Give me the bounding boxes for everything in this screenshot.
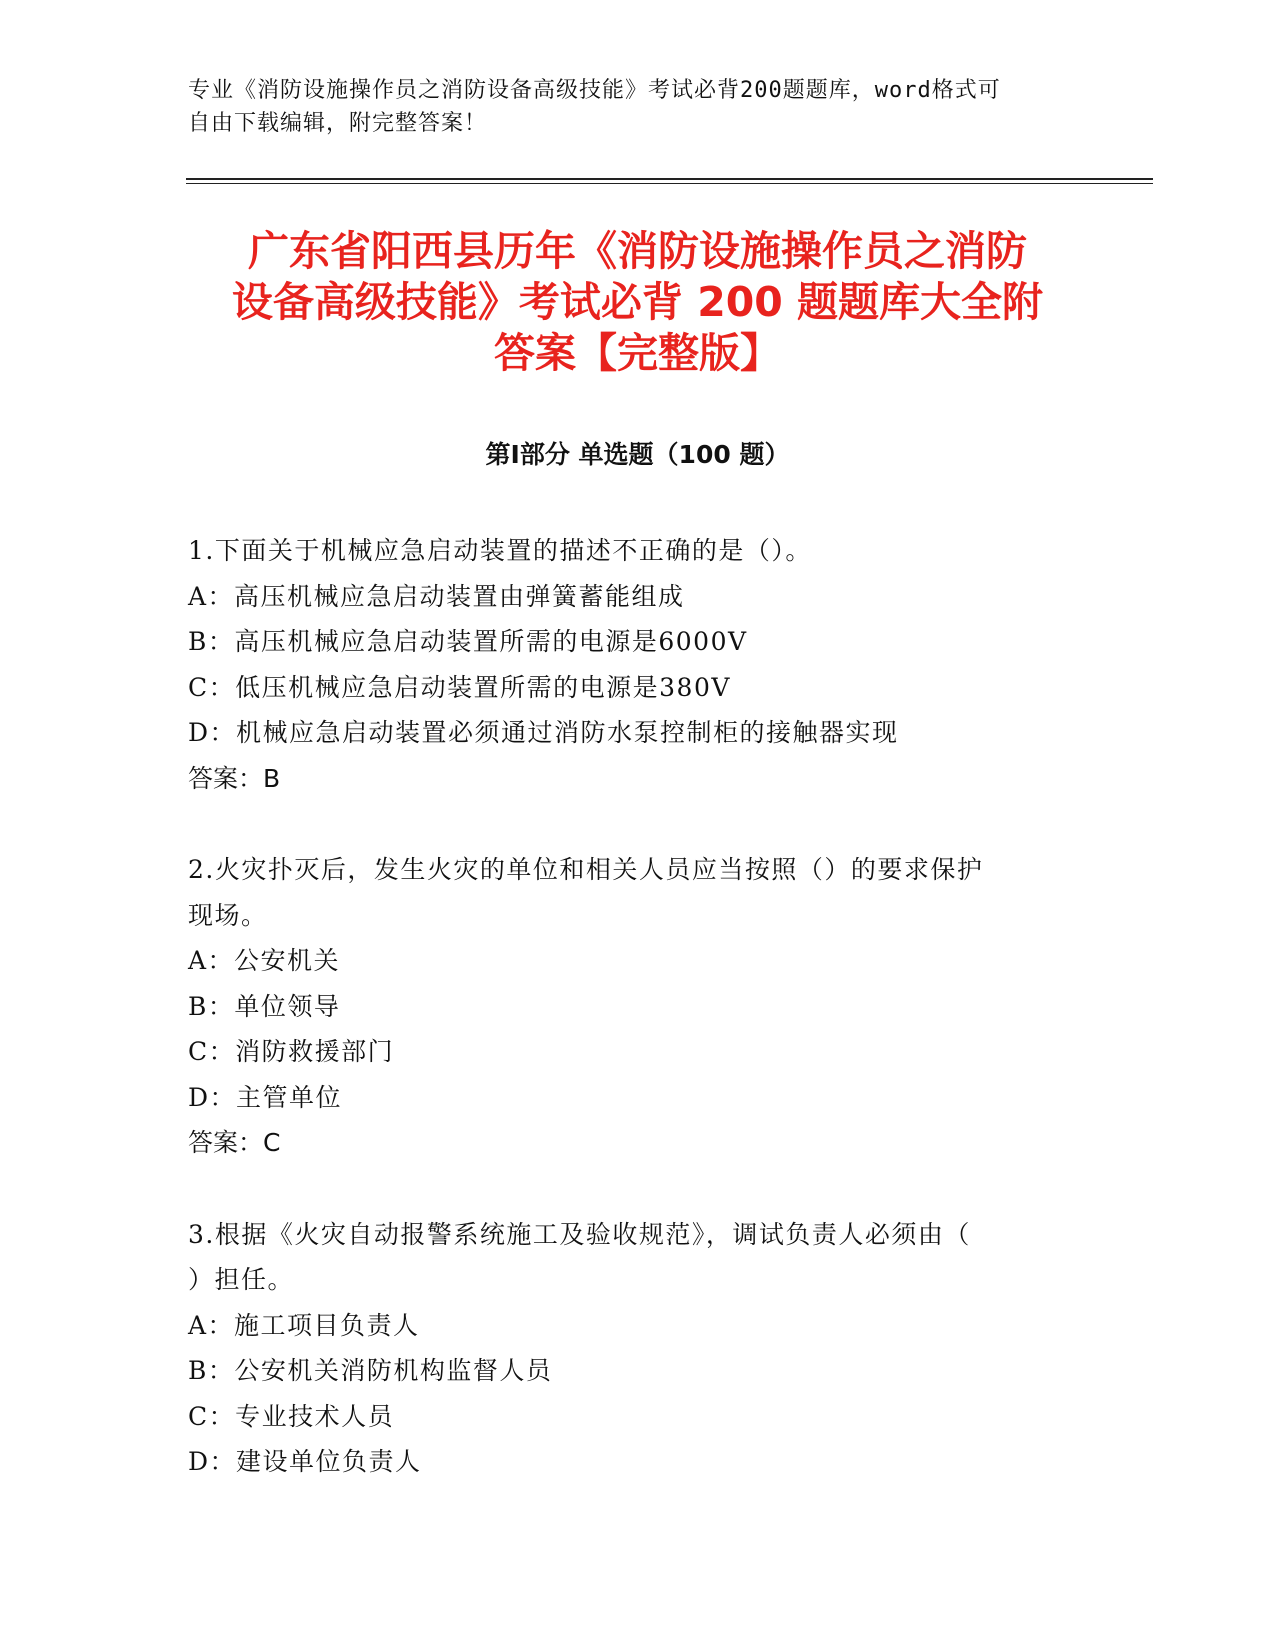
header-divider: [186, 178, 1153, 180]
question-list: [188, 528, 1088, 1531]
title-line: 广东省阳西县历年《消防设施操作员之消防: [248, 227, 1027, 275]
option-b: B：公安机关消防机构监督人员: [188, 1356, 553, 1385]
question-stem: 3.根据《火灾自动报警系统施工及验收规范》，调试负责人必须由（: [188, 1219, 971, 1249]
option-c: C：消防救援部门: [188, 1037, 395, 1066]
answer-label: 答案：C: [188, 1128, 281, 1157]
option-b: B：单位领导: [188, 991, 341, 1021]
option-c: C：专业技术人员: [188, 1401, 395, 1431]
answer-label: 答案：B: [188, 763, 281, 793]
question-1: [188, 528, 1088, 801]
question-stem: 2.火灾扑灭后，发生火灾的单位和相关人员应当按照（）的要求保护: [188, 855, 984, 884]
option-a: A：施工项目负责人: [188, 1310, 420, 1340]
question-stem-continued: 现场。: [188, 900, 268, 930]
option-c: C：低压机械应急启动装置所需的电源是380V: [188, 672, 731, 702]
section-heading: 第Ⅰ部分 单选题（100 题）: [485, 440, 790, 469]
question-3: [188, 1212, 1088, 1485]
question-stem-continued: ）担任。: [188, 1265, 295, 1294]
option-b: B：高压机械应急启动装置所需的电源是6000V: [188, 627, 748, 656]
title-line: 设备高级技能》考试必背 200 题题库大全附: [231, 278, 1044, 326]
question-stem: 1.下面关于机械应急启动装置的描述不正确的是（）。: [188, 536, 812, 565]
option-d: D：建设单位负责人: [188, 1447, 422, 1476]
header-divider: [186, 183, 1153, 184]
title-line: 答案【完整版】: [494, 329, 781, 377]
header-line: 自由下载编辑，附完整答案！: [188, 111, 488, 136]
question-2: [188, 847, 1088, 1166]
header-line: 专业《消防设施操作员之消防设备高级技能》考试必背200题题库，word格式可: [188, 78, 1001, 103]
document-title: [150, 226, 1125, 379]
option-d: D：主管单位: [188, 1082, 343, 1112]
option-d: D：机械应急启动装置必须通过消防水泵控制柜的接触器实现: [188, 718, 899, 747]
option-a: A：高压机械应急启动装置由弹簧蓄能组成: [188, 581, 685, 611]
document-header: [188, 74, 1068, 140]
option-a: A：公安机关: [188, 946, 341, 975]
